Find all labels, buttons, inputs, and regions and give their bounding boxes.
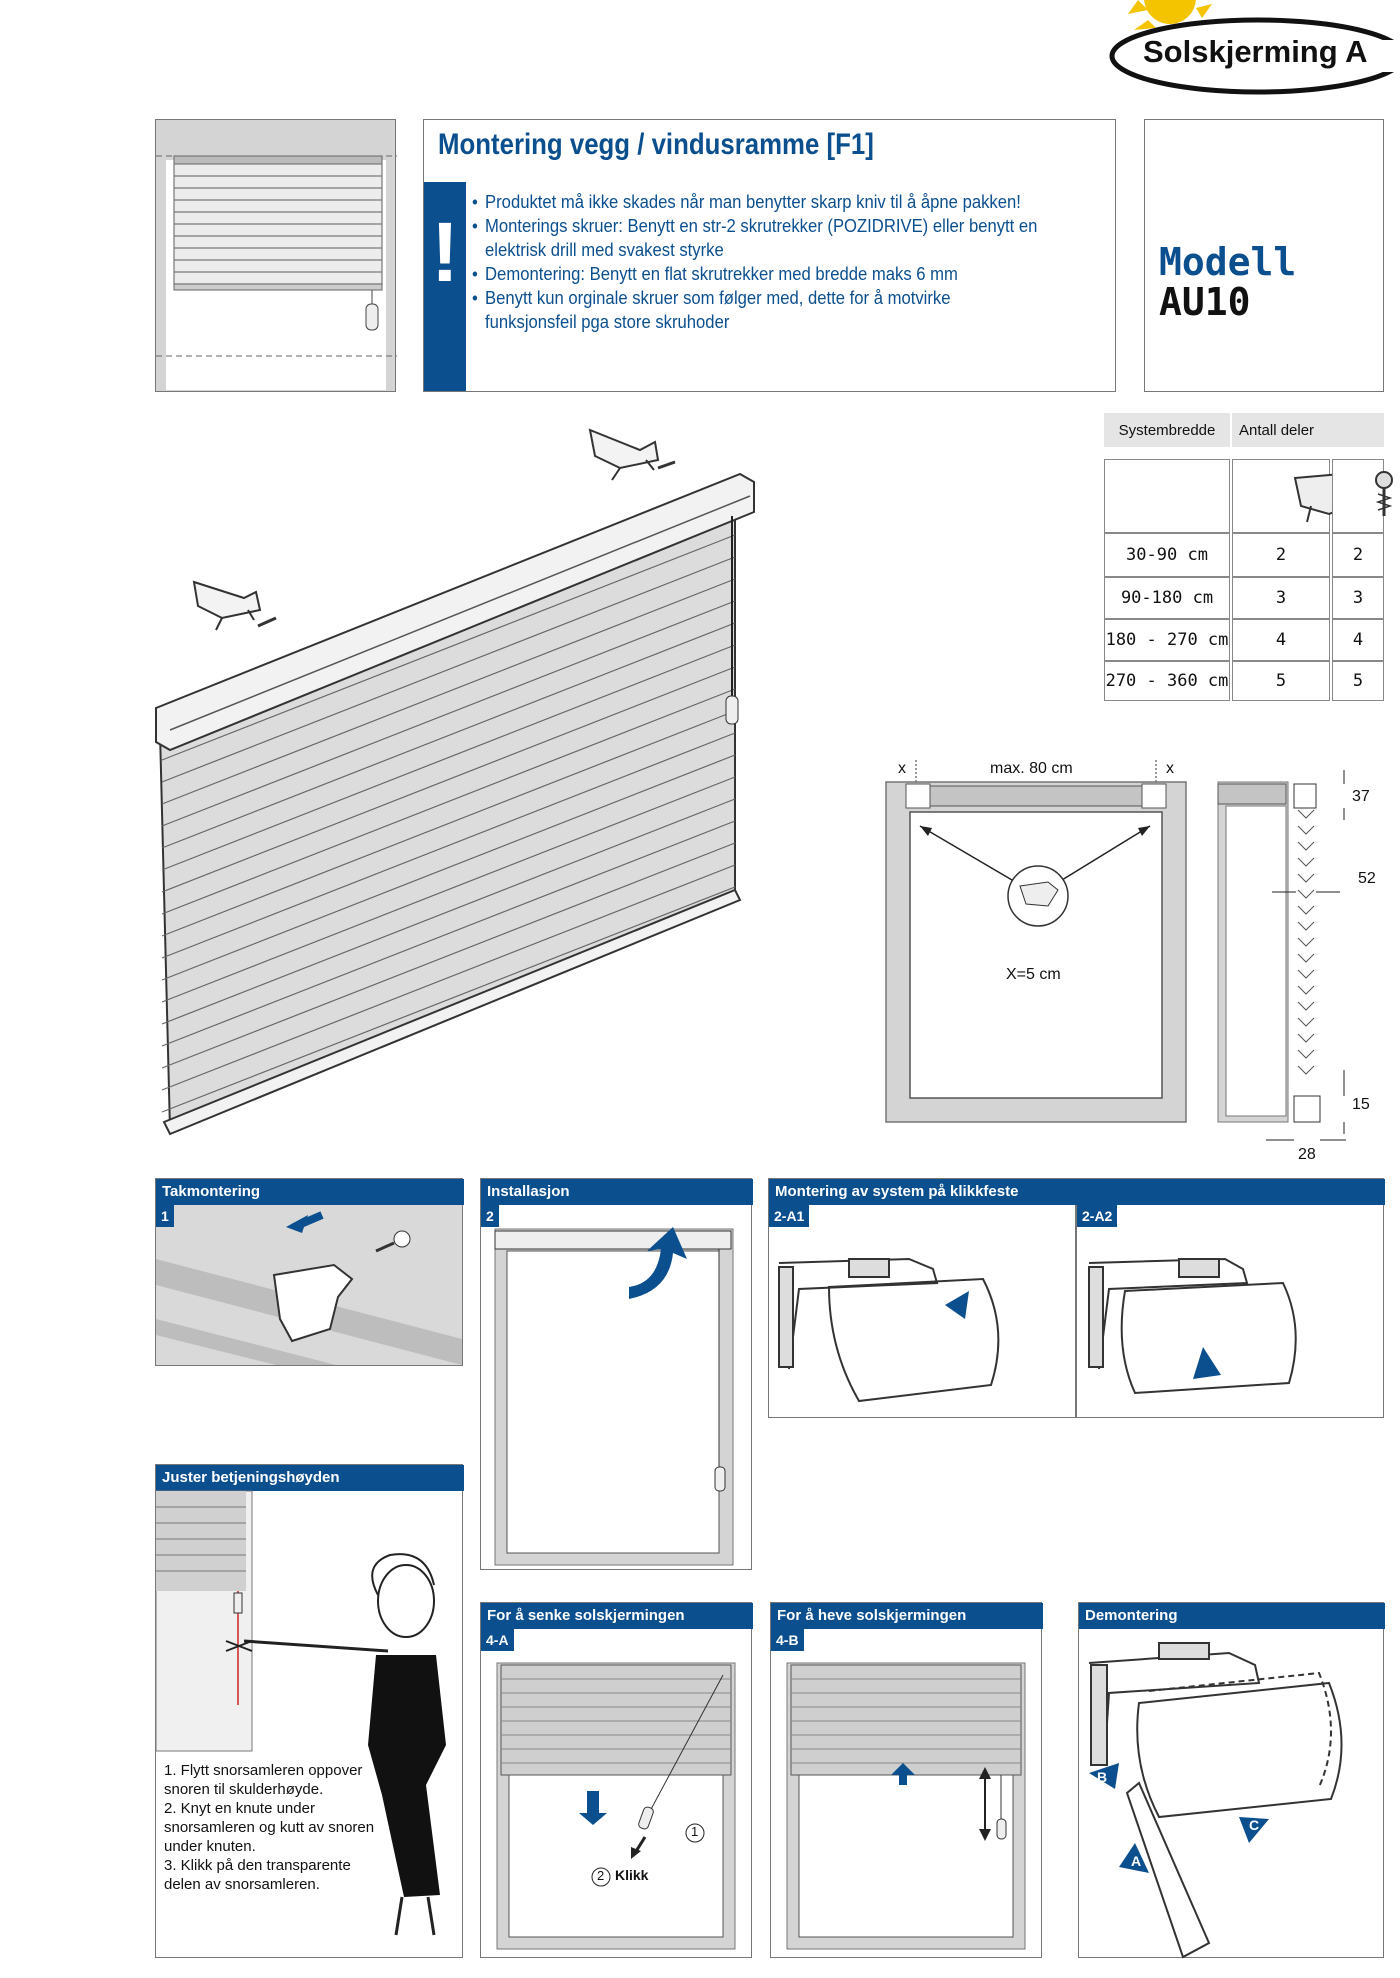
x-left-label: x [898,760,906,777]
brand-logo [1108,0,1400,100]
window-dimension-diagram [880,756,1190,1126]
table-row-screws: 4 [1332,619,1384,661]
page-title: Montering vegg / vindusramme [F1] [438,128,874,161]
table-icon-bracket [1232,459,1330,533]
panel-title: Takmontering [156,1179,464,1205]
panel-takmontering [155,1178,463,1366]
parts-table [1104,413,1384,700]
table-row-brackets: 2 [1232,533,1330,577]
bullet-list [472,190,1039,334]
window-thumbnail [155,119,396,392]
panel-title: Demontering [1079,1603,1385,1629]
step-number: 4-B [771,1629,804,1651]
instruction-item: 2. Knyt en knute under snorsamleren og kutt av snoren under knuten. [164,1800,375,1855]
circle-2-label: 2 [597,1868,605,1883]
panel-heve [770,1602,1042,1958]
panel-juster [155,1464,463,1958]
klikk-label: Klikk [615,1867,649,1883]
side-profile-diagram [1216,770,1386,1170]
x-right-label: x [1166,760,1174,777]
instruction-item: 1. Flytt snorsamleren oppover snoren til skulderhøyde. [164,1762,363,1798]
table-row-brackets: 5 [1232,661,1330,701]
model-label: Modell [1159,240,1297,284]
step-2a2: 2-A2 [1077,1205,1117,1227]
dim-28-label: 28 [1298,1146,1316,1163]
panel-title: Installasjon [481,1179,753,1205]
table-row-range: 30-90 cm [1104,533,1230,577]
step-number: 1 [156,1205,174,1227]
table-row-range: 90-180 cm [1104,577,1230,619]
panel-installasjon [480,1178,752,1570]
bullet-item: • Produktet må ikke skades når man benytter skarp kniv til å åpne pakken! [472,191,1021,212]
warning-icon: ! [431,205,459,299]
table-icon-empty [1104,459,1230,533]
bullet-item: • Demontering: Benytt en flat skrutrekker med bredde maks 6 mm [472,263,958,284]
bullet-item: • Benytt kun orginale skruer som følger med, dette for å motvirke funksjonsfeil pga store skruhoder [472,287,951,332]
label-b: B [1097,1769,1108,1785]
max-width-label: max. 80 cm [990,760,1073,777]
table-row-screws: 5 [1332,661,1384,701]
label-c: C [1249,1817,1260,1833]
table-row-brackets: 3 [1232,577,1330,619]
brand-name: Solskjerming A [1143,34,1368,69]
dim-37-label: 37 [1352,788,1370,805]
step-2a1: 2-A1 [769,1205,809,1227]
dim-15-label: 15 [1352,1096,1370,1113]
table-row-range: 180 - 270 cm [1104,619,1230,661]
panel-title: Juster betjeningshøyden [156,1465,464,1491]
table-row-range: 270 - 360 cm [1104,661,1230,701]
panel-demontering [1078,1602,1384,1958]
table-icon-screw [1332,459,1384,533]
mounting-instructions-box [423,119,1116,392]
screw-icon [1358,460,1400,534]
table-header-antall-deler: Antall deler [1232,413,1384,447]
panel-title: For å heve solskjermingen [771,1603,1043,1629]
panel-title: Montering av system på klikkfeste [769,1179,1385,1205]
bullet-item: • Monterings skruer: Benytt en str-2 skrutrekker (POZIDRIVE) eller benytt en elektrisk drill med svakest styrke [472,215,1038,260]
step-number: 2 [481,1205,499,1227]
step-number: 4-A [481,1629,514,1651]
pleated-blind-illustration [150,420,770,1140]
table-row-screws: 3 [1332,577,1384,619]
circle-1-label: 1 [691,1824,699,1839]
table-row-screws: 2 [1332,533,1384,577]
instruction-item: 3. Klikk på den transparente delen av snorsamleren. [164,1857,351,1893]
dim-52-label: 52 [1358,870,1376,887]
label-a: A [1131,1853,1142,1869]
table-header-systembredde: Systembredde [1104,413,1230,447]
panel-klikkfeste [768,1178,1384,1418]
warning-bar [424,182,466,391]
model-code: AU10 [1159,280,1251,324]
panel-senke [480,1602,752,1958]
model-box [1144,119,1384,392]
table-row-brackets: 4 [1232,619,1330,661]
x-value-label: X=5 cm [1006,966,1061,983]
adjust-instructions [164,1761,376,1894]
panel-title: For å senke solskjermingen [481,1603,753,1629]
